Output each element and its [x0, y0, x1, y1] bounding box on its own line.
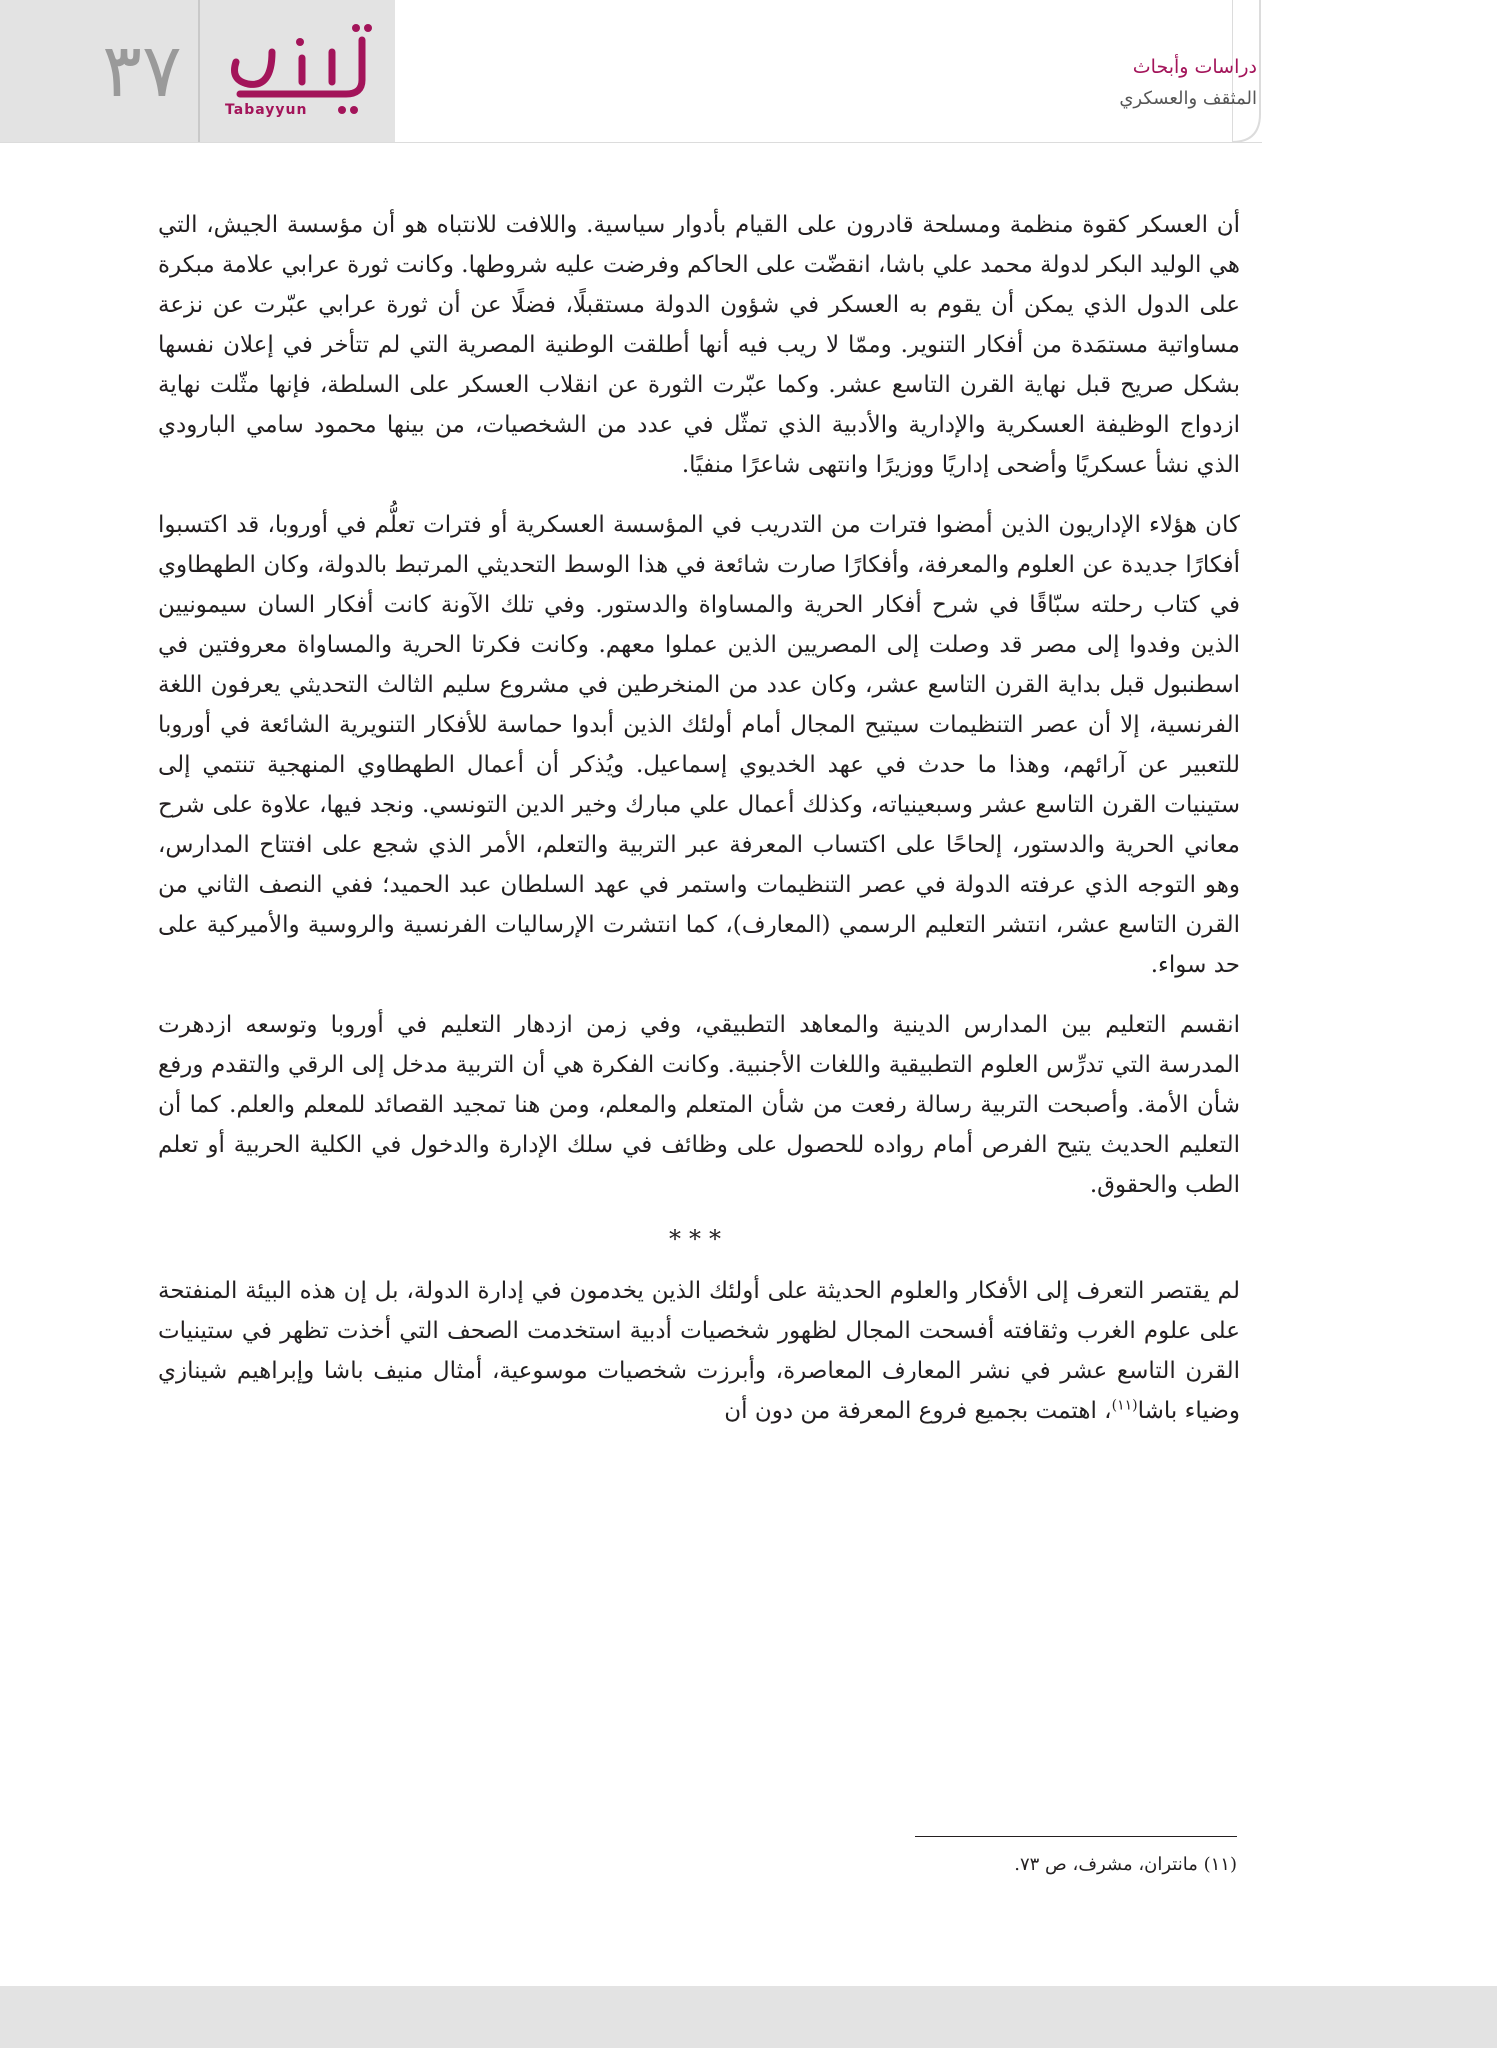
section-title: دراسات وأبحاث	[1132, 56, 1257, 78]
logo-latin-name: Tabayyun	[225, 102, 308, 118]
footnote: (١١) مانتران، مشرف، ص ٧٣.	[1014, 1854, 1237, 1875]
article-subtitle: المثقف والعسكري	[1119, 88, 1257, 109]
paragraph-4-end: ، اهتمت بجميع فروع المعرفة من دون أن	[724, 1398, 1112, 1424]
page-footer	[0, 1986, 1497, 2048]
paragraph-2: كان هؤلاء الإداريون الذين أمضوا فترات من التدريب في المؤسسة العسكرية أو فترات تعلُّم في أوروبا، قد اكتسبوا أفكارًا جديدة عن العلوم والمعرفة، وأفكارًا صارت شائعة في هذا الوسط التحديثي المرتبط بالدولة، وكان الطهطاوي في كتاب رحلته سبّاقًا في شرح أفكار الحرية والمساواة والدستور. وفي تلك الآونة كانت أفكار السان سيمونيين الذين وفدوا إلى مصر قد وصلت إلى المصريين الذين عملوا معهم. وكانت فكرتا الحرية والمساواة معروفتين في اسطنبول قبل بداية القرن التاسع عشر، وكان عدد من المنخرطين في مشروع سليم الثالث التحديثي يعرفون اللغة الفرنسية، إلا أن عصر التنظيمات سيتيح المجال أمام أولئك الذين أبدوا حماسة للأفكار التنويرية الشائعة في أوروبا للتعبير عن آرائهم، وهذا ما حدث في عهد الخديوي إسماعيل. ويُذكر أن أعمال الطهطاوي المنهجية تنتمي إلى ستينيات القرن التاسع عشر وسبعينياته، وكذلك أعمال علي مبارك وخير الدين التونسي. ونجد فيها، علاوة على شرح معاني الحرية والدستور، إلحاحًا على اكتساب المعرفة عبر التربية والتعلم، الأمر الذي شجع على افتتاح المدارس، وهو التوجه الذي عرفته الدولة في عصر التنظيمات واستمر في عهد السلطان عبد الحميد؛ ففي النصف الثاني من القرن التاسع عشر، انتشر التعليم الرسمي (المعارف)، كما انتشرت الإرساليات الفرنسية والروسية والأميركية على حد سواء.	[158, 512, 1240, 978]
header-divider	[198, 0, 200, 142]
footnote-rule	[915, 1836, 1237, 1837]
paragraph-4-text: لم يقتصر التعرف إلى الأفكار والعلوم الحديثة على أولئك الذين يخدمون في إدارة الدولة، بل إن هذه البيئة المنفتحة على علوم الغرب وثقافته أفسحت المجال لظهور شخصيات أدبية استخدمت الصحف التي أخذت تظهر في ستينيات القرن التاسع عشر في نشر المعارف المعاصرة، وأبرزت شخصيات موسوعية، أمثال منيف باشا وإبراهيم شينازي وضياء باشا	[158, 1278, 1240, 1424]
paragraph-4	[158, 1271, 1240, 1431]
paragraph-3: انقسم التعليم بين المدارس الدينية والمعاهد التطبيقي، وفي زمن ازدهار التعليم في أوروبا وتوسعه ازدهرت المدرسة التي تدرِّس العلوم التطبيقية واللغات الأجنبية. وكانت الفكرة هي أن التربية مدخل إلى الرقي والتقدم ورفع شأن الأمة. وأصبحت التربية رسالة رفعت من شأن المتعلم والمعلم، ومن هنا تمجيد القصائد للمعلم والعلم. كما أن التعليم الحديث يتيح الفرص أمام رواده للحصول على وظائف في سلك الإدارة والدخول في الكلية الحربية أو تعلم الطب والحقوق.	[158, 1012, 1240, 1198]
article-body	[158, 205, 1240, 1451]
paragraph-1: أن العسكر كقوة منظمة ومسلحة قادرون على القيام بأدوار سياسية. واللافت للانتباه هو أن مؤسسة الجيش، التي هي الوليد البكر لدولة محمد علي باشا، انقضّت على الحاكم وفرضت عليه شروطها. وكانت ثورة عرابي علامة مبكرة على الدول الذي يمكن أن يقوم به العسكر في شؤون الدولة مستقبلًا، فضلًا عن أن ثورة عرابي عبّرت عن نزعة مساواتية مستمَدة من أفكار التنوير. وممّا لا ريب فيه أنها أطلقت الوطنية المصرية التي لم تتأخر في إعلان نفسها بشكل صريح قبل نهاية القرن التاسع عشر. وكما عبّرت الثورة عن انقلاب العسكر على السلطة، فإنها مثّلت نهاية ازدواج الوظيفة العسكرية والإدارية والأدبية الذي تمثّل في عدد من الشخصيات، من بينها محمود سامي البارودي الذي نشأ عسكريًا وأضحى إداريًا ووزيرًا وانتهى شاعرًا منفيًا.	[158, 212, 1240, 478]
footnote-reference[interactable]: (١١)	[1111, 1397, 1138, 1414]
page-number: ٣٧	[102, 28, 182, 114]
section-separator: ***	[669, 1225, 729, 1253]
